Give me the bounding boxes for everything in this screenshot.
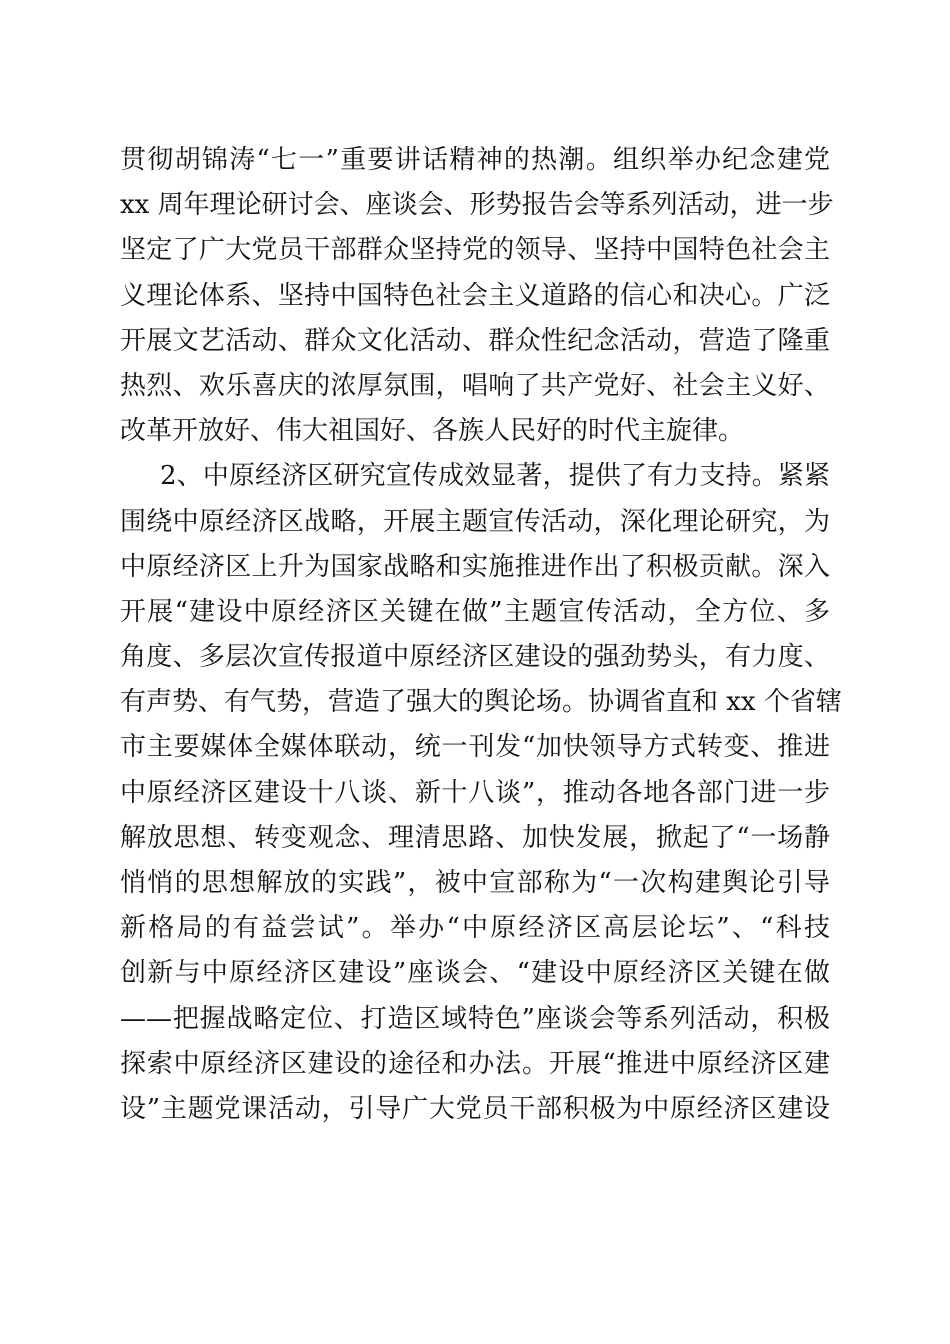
text-line: 中原经济区上升为国家战略和实施推进作出了积极贡献。深入	[120, 551, 830, 582]
text-line: 角度、多层次宣传报道中原经济区建设的强劲势头，有力度、	[120, 642, 830, 673]
text-line: 市主要媒体全媒体联动，统一刊发“加快领导方式转变、推进	[120, 732, 830, 763]
text-line: 开展“建设中原经济区关键在做”主题宣传活动，全方位、多	[120, 596, 830, 627]
text-line: 解放思想、转变观念、理清思路、加快发展，掀起了“一场静	[120, 822, 830, 853]
text-line: 探索中原经济区建设的途径和办法。开展“推进中原经济区建	[120, 1048, 830, 1079]
body-text	[120, 138, 842, 1132]
text-line: 贯彻胡锦涛“七一”重要讲话精神的热潮。组织举办纪念建党	[120, 145, 830, 175]
text-line: 设”主题党课活动，引导广大党员干部积极为中原经济区建设	[120, 1093, 830, 1124]
text-line: ——把握战略定位、打造区域特色”座谈会等系列活动，积极	[120, 1003, 830, 1034]
text-line: 悄悄的思想解放的实践”，被中宣部称为“一次构建舆论引导	[120, 868, 830, 898]
text-line: 围绕中原经济区战略，开展主题宣传活动，深化理论研究，为	[120, 506, 830, 537]
text-line: 改革开放好、伟大祖国好、各族人民好的时代主旋律。	[120, 416, 745, 447]
text-line: 中原经济区建设十八谈、新十八谈”，推动各地各部门进一步	[120, 777, 830, 808]
text-line: 新格局的有益尝试”。举办“中原经济区高层论坛”、“科技	[120, 913, 830, 944]
text-line: 有声势、有气势，营造了强大的舆论场。协调省直和 xx 个省辖	[120, 687, 842, 718]
text-line: 坚定了广大党员干部群众坚持党的领导、坚持中国特色社会主	[120, 235, 830, 266]
text-line: 开展文艺活动、群众文化活动、群众性纪念活动，营造了隆重	[120, 325, 830, 356]
text-line: 义理论体系、坚持中国特色社会主义道路的信心和决心。广泛	[120, 280, 830, 311]
text-line: xx 周年理论研讨会、座谈会、形势报告会等系列活动，进一步	[120, 190, 834, 221]
text-line: 创新与中原经济区建设”座谈会、“建设中原经济区关键在做	[120, 958, 830, 989]
paragraph-start-line: 2、中原经济区研究宣传成效显著，提供了有力支持。紧紧	[160, 461, 830, 492]
text-line: 热烈、欢乐喜庆的浓厚氛围，唱响了共产党好、社会主义好、	[120, 370, 830, 401]
